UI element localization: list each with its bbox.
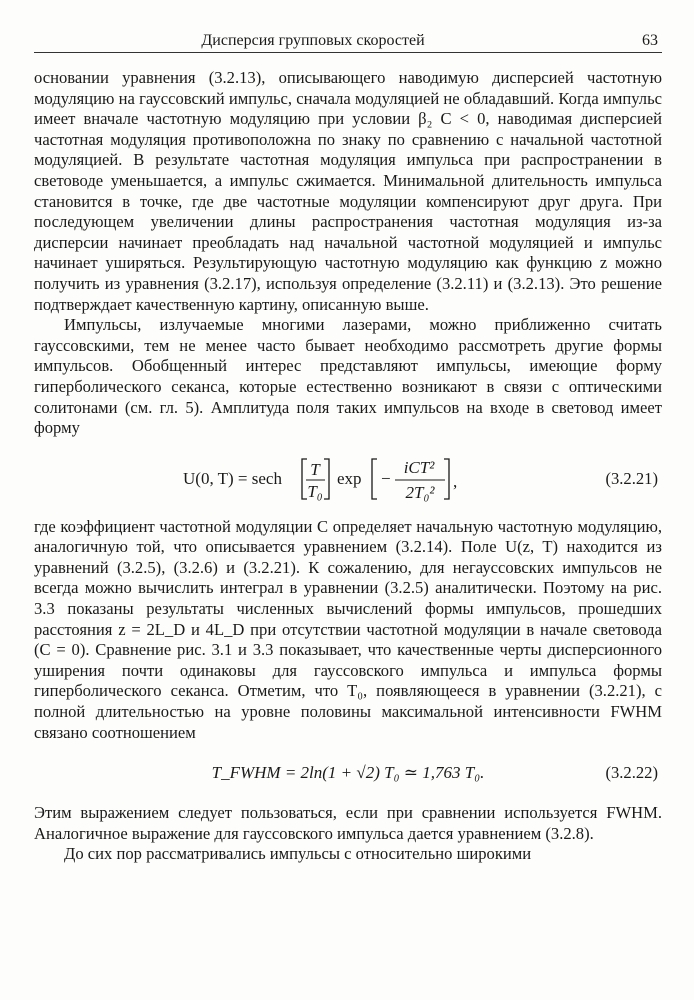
- header-title: Дисперсия групповых скоростей: [201, 32, 425, 49]
- paragraph: До сих пор рассматривались импульсы с относительно широкими: [64, 844, 532, 864]
- bracket-right: [324, 459, 329, 499]
- frac1-denominator: T₀: [307, 481, 323, 501]
- equation-3-2-22: [34, 753, 662, 793]
- frac2-denominator: 2T₀²: [405, 482, 435, 502]
- eq-comma: ,: [453, 471, 458, 491]
- page-number: 63: [642, 32, 658, 49]
- paragraph: Этим выражением следует пользоваться, если при сравнении используется FWHM. Аналогичное выражение для гауссовского импульса дается уравнением (3.2.8).: [34, 803, 662, 843]
- equation-number: (3.2.22): [605, 763, 658, 783]
- eq-minus: −: [381, 468, 391, 488]
- bracket-left: [372, 459, 377, 499]
- equation-formula: [183, 451, 513, 507]
- eq-exp: exp: [337, 468, 362, 488]
- bracket-left: [302, 459, 307, 499]
- equation-formula: [183, 753, 513, 793]
- eq-lhs: U(0, T) = sech: [183, 468, 282, 488]
- paragraph: Импульсы, излучаемые многими лазерами, можно приближенно считать гауссовскими, тем не менее часто бывает необходимо рассмотреть другие формы импульсов. Обобщенный интерес представляют импульсы, имеющие форму гиперболического секанса, которые естественно возникают в связи с оптическими солитонами (см. гл. 5). Амплитуда поля таких импульсов на входе в световод имеет форму: [34, 315, 662, 438]
- paragraph: основании уравнения (3.2.13), описывающего наводимую дисперсией частотную модуляцию на гауссовский импульс, сначала модуляцией не обладавший. Когда импульс имеет вначале частотную модуляцию при условии β₂ C < 0, наводимая дисперсией частотная модуляция противоположна по знаку по сравнению с начальной частотной модуляцией. В результате частотная модуляция импульса при распространении в световоде уменьшается, а импульс сжимается. Минимальной длительность импульса становится в точке, где две частотные модуляции компенсируют друг друга. При последующем увеличении длины распространения частотная модуляция из-за дисперсии начинает преобладать над начальной частотной модуляцией и импульс начинает уширяться. Результирующую частотную модуляцию как функцию z можно получить из уравнения (3.2.17), используя определение (3.2.11) и (3.2.13). Это решение подтверждает качественную картину, описанную выше.: [34, 68, 662, 314]
- equation-3-2-21: [34, 451, 662, 507]
- page-body: [34, 68, 662, 865]
- bracket-right: [444, 459, 449, 499]
- equation-number: (3.2.21): [605, 468, 658, 488]
- running-header: [34, 24, 662, 53]
- frac2-numerator: iCT²: [403, 457, 435, 477]
- eq-text: T_FWHM = 2ln(1 + √2) T₀ ≃ 1,763 T₀.: [211, 763, 485, 783]
- paragraph: где коэффициент частотной модуляции C определяет начальную частотную модуляцию, аналогичную той, что описывается уравнением (3.2.14). Поле U(z, T) находится из уравнений (3.2.5), (3.2.6) и (3.2.21). К сожалению, для негауссовских импульсов не всегда можно вычислить интеграл в уравнении (3.2.5) аналитически. Поэтому на рис. 3.3 показаны результаты численных вычислений формы импульсов, прошедших расстояния z = 2L_D и 4L_D при отсутствии частотной модуляции в начале световода (C = 0). Сравнение рис. 3.1 и 3.3 показывает, что качественные черты дисперсионного уширения почти одинаковы для гауссовского импульса и импульса формы гиперболического секанса. Отметим, что T₀, появляющееся в уравнении (3.2.21), с полной длительностью на уровне половины максимальной интенсивности FWHM связано соотношением: [34, 516, 662, 742]
- frac1-numerator: T: [310, 459, 320, 479]
